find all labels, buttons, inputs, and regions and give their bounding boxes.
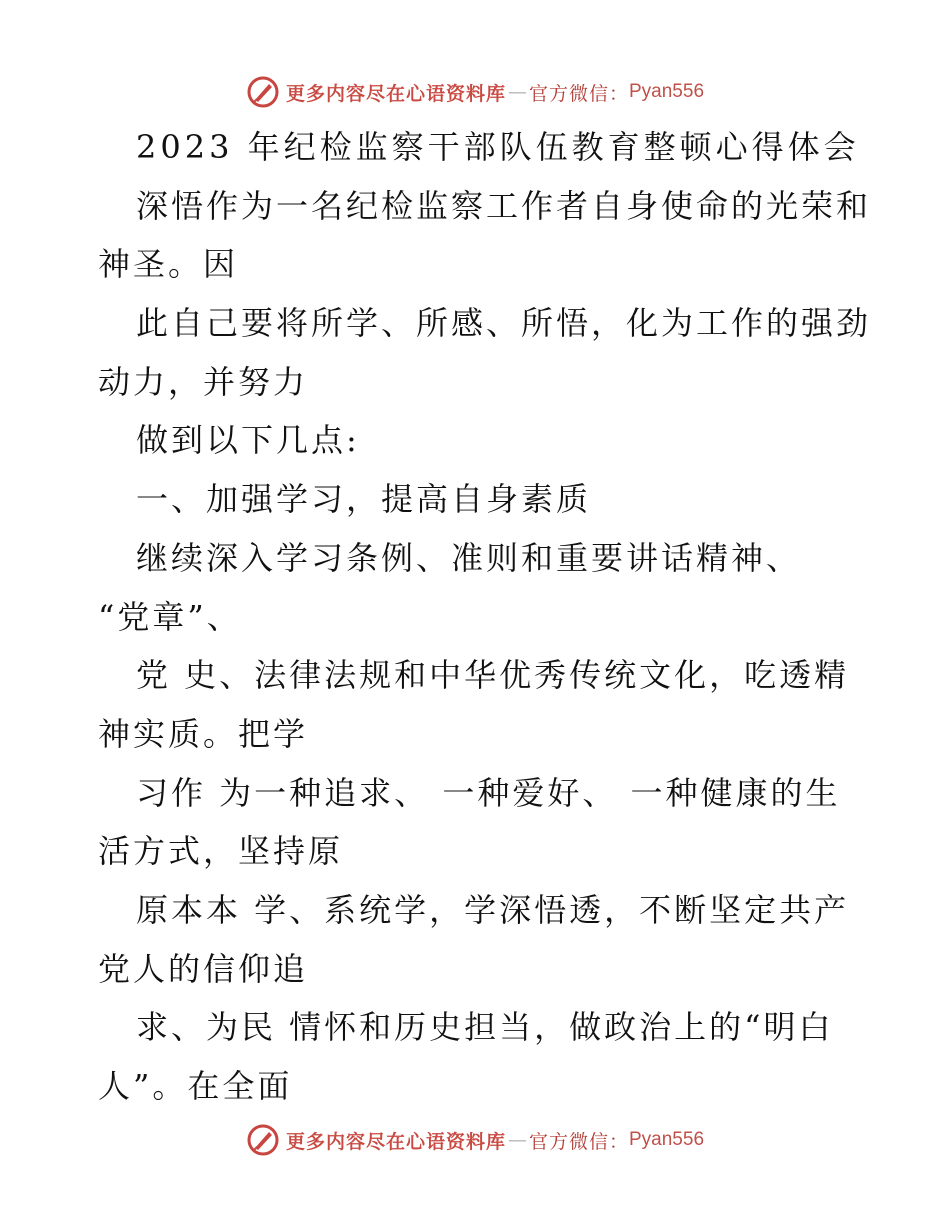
watermark-banner-bottom [0, 1118, 950, 1162]
watermark-separator: — [507, 1129, 527, 1151]
paragraph-line: 活方式，坚持原 [98, 832, 344, 871]
document-title: 2023 年纪检监察干部队伍教育整顿心得体会 [136, 128, 860, 166]
quill-seal-icon [246, 75, 280, 109]
watermark-separator: — [507, 81, 527, 103]
watermark-wechat-id: Pyan556 [629, 1129, 705, 1150]
paragraph-line: 习作 为一种追求、 一种爱好、 一种健康的生 [136, 773, 841, 812]
paragraph-line: 继续深入学习条例、准则和重要讲话精神、 [136, 538, 802, 577]
paragraph-line: 此自己要将所学、所感、所悟，化为工作的强劲 [136, 304, 872, 343]
quill-seal-icon [246, 1123, 280, 1157]
watermark-main-text: 更多内容尽在心语资料库 [285, 82, 506, 105]
paragraph-line: 党人的信仰追 [98, 949, 309, 988]
watermark-label: 官方微信： [528, 82, 629, 105]
section-heading: 一、加强学习，提高自身素质 [136, 480, 592, 519]
paragraph-line: 动力，并努力 [98, 362, 309, 401]
paragraph-line: 做到以下几点: [136, 421, 360, 460]
paragraph-line: 神实质。把学 [98, 714, 309, 753]
paragraph-line: 求、为民 情怀和历史担当，做政治上的“明白 [136, 1008, 834, 1047]
watermark-banner-top [0, 70, 950, 114]
watermark-label: 官方微信： [528, 1130, 629, 1153]
watermark-main-text: 更多内容尽在心语资料库 [285, 1130, 506, 1153]
watermark-wechat-id: Pyan556 [629, 81, 705, 102]
paragraph-line: 神圣。因 [98, 245, 239, 284]
paragraph-line: 人”。在全面 [98, 1067, 293, 1105]
paragraph-line: 党 史、法律法规和中华优秀传统文化，吃透精 [136, 656, 850, 695]
paragraph-line: “党章”、 [98, 597, 242, 636]
paragraph-line: 深悟作为一名纪检监察工作者自身使命的光荣和 [136, 186, 872, 225]
paragraph-line: 原本本 学、系统学，学深悟透，不断坚定共产 [136, 890, 850, 929]
document-body [98, 118, 878, 1116]
